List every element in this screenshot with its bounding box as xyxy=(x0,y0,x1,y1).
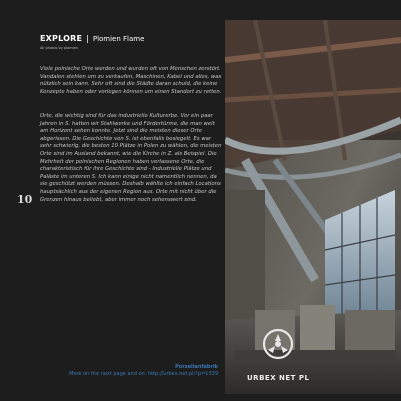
urbex-logo xyxy=(253,326,303,378)
urbex-logo-text: URBEX NET PL xyxy=(247,374,310,382)
photo-credit: All photos by plomien xyxy=(40,46,78,50)
page-number: 10 xyxy=(17,193,33,206)
section-label: EXPLORE xyxy=(40,34,83,43)
page-footer xyxy=(69,364,218,378)
article-title: Plomien Flame xyxy=(92,35,145,43)
location-caption: Porzellanfabrik xyxy=(175,364,218,370)
header-separator: | xyxy=(86,34,89,43)
intro-paragraph: Viele polnische Orte werden und wurden oft von Menschen zerstört. Vandalen stehlen um zu verkaufen, Maschinen, Kabel und alles, was nützlich sein kann. Sehr oft sind die Städte daran schuld, die keine Konzepte haben oder vorlegen können um einen Standort zu retten. xyxy=(40,66,222,95)
more-link[interactable]: More on the next page and on: http://urbex.net.pl/?p=1339 xyxy=(69,371,218,377)
body-paragraph: Orte, die wichtig sind für das industrielle Kulturerbe. Vor ein paar Jahren in S. hatten wir Stahlwerke und Fördertürme, die man weit am Horizont sehen konnte. Jetzt sind die meisten dieser Orte abgerissen. Die Geschichte von S. ist ebenfalls besiegelt. Es war sehr schwierig, die besten 10 Plätze in Polen zu wählen, die meisten Orte sind im Ausland bekannt, wie die Kirche in Z. als Beispiel. Die Mehrheit der polnischen Regionen haben verlassene Orte, die charakteristisch für ihre Geschichte sind - Industrielle Plätze und Paläste im unteren S. Ich kann einige nicht namentlich nennen, da sie geschützt werden müssen. Deshalb wählte ich einfach Locations hauptsächlich aus der eigenen Region aus. Orte mit nicht über die Grenzen hinaus beliebt, aber immer noch sehenswert sind. xyxy=(40,113,222,203)
photo xyxy=(225,20,401,394)
page-header xyxy=(40,26,144,50)
